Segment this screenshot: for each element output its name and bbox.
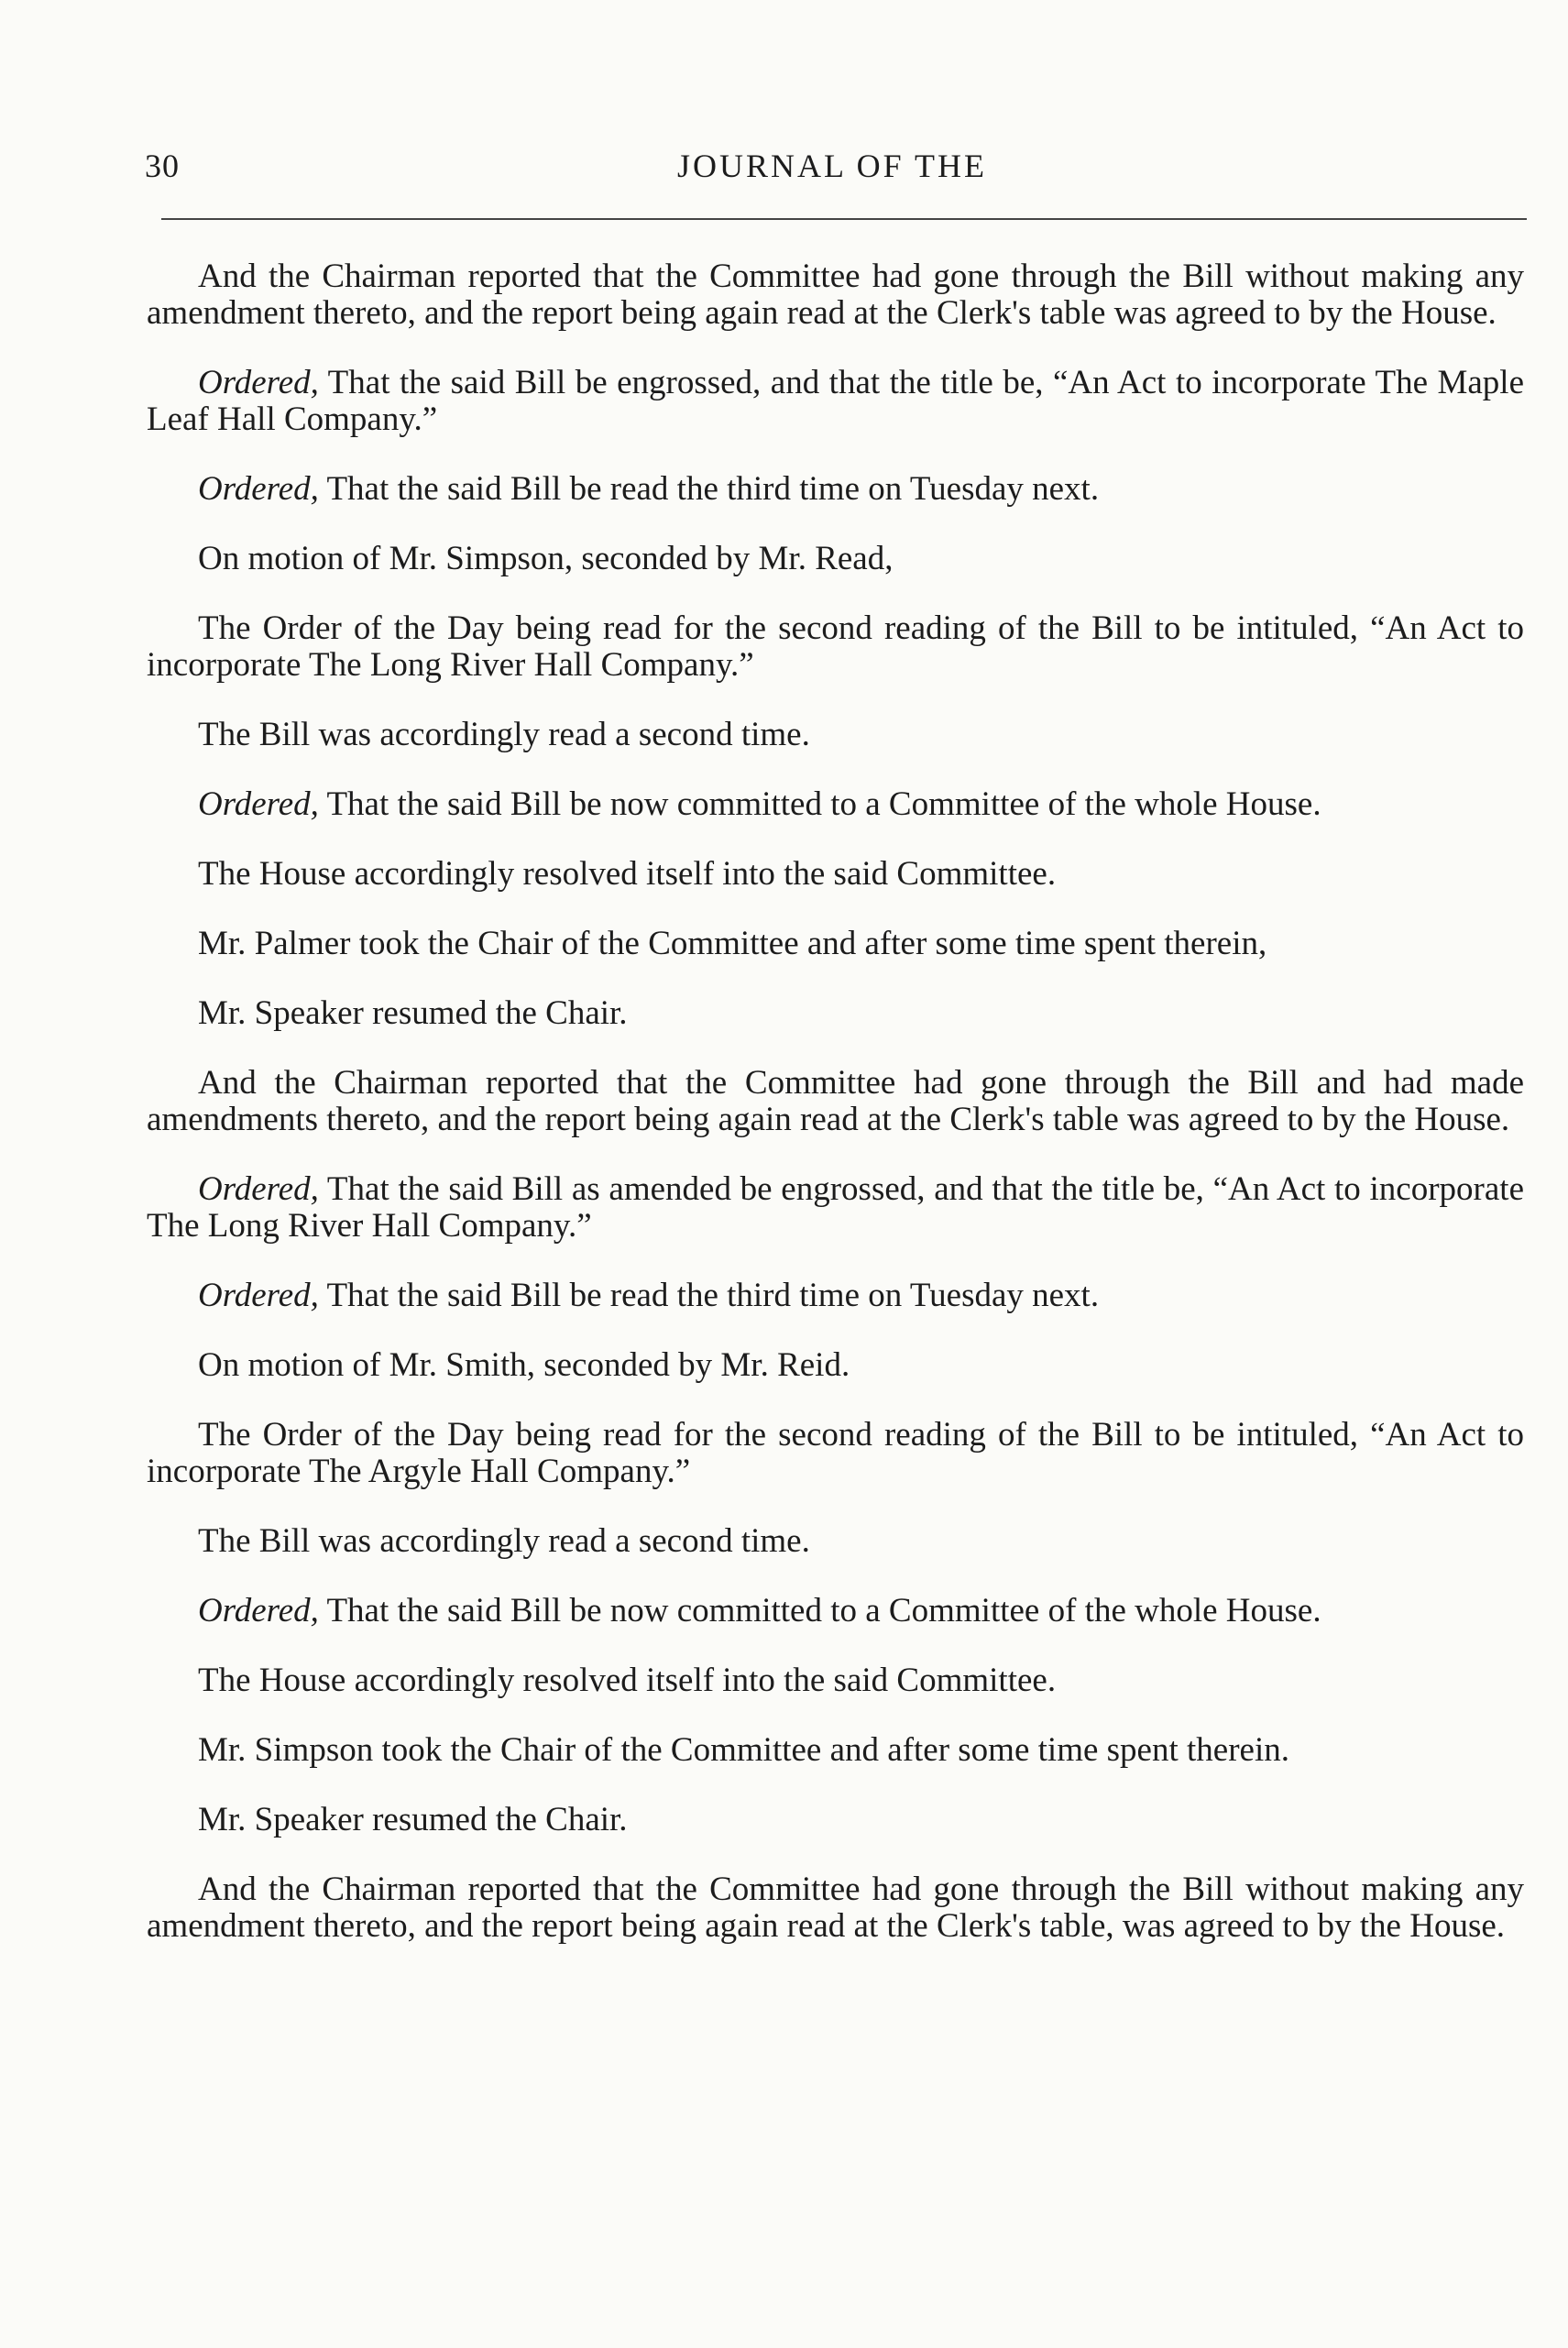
paragraph [147, 1593, 1524, 1629]
paragraph-lead: Ordered, [198, 785, 319, 823]
paragraph-text: The House accordingly resolved itself into the said Committee. [198, 855, 1057, 893]
paragraph-lead: Ordered, [198, 1170, 319, 1208]
paragraph [147, 1523, 1524, 1560]
page-number: 30 [145, 148, 180, 184]
paragraph-text: That the said Bill be now committed to a Committee of the whole House. [318, 1592, 1321, 1629]
body-text [147, 258, 1524, 1978]
paragraph [147, 541, 1524, 577]
paragraph-text: Mr. Speaker resumed the Chair. [198, 1801, 628, 1838]
paragraph-text: On motion of Mr. Simpson, seconded by Mr. Read, [198, 540, 894, 577]
paragraph-text: That the said Bill be read the third time on Tuesday next. [318, 1277, 1100, 1314]
paragraph-lead: Ordered, [198, 470, 319, 508]
paragraph [147, 786, 1524, 823]
paragraph [147, 1417, 1524, 1490]
paragraph-text: The Order of the Day being read for the second reading of the Bill to be intituled, “An Act to incorporate The Argyle Hall Company.” [147, 1416, 1524, 1490]
paragraph [147, 365, 1524, 438]
paragraph-text: And the Chairman reported that the Committee had gone through the Bill without making any amendment thereto, and the report being again read at the Clerk's table, was agreed to by the House. [147, 1871, 1524, 1945]
paragraph-text: The Bill was accordingly read a second time. [198, 1522, 810, 1560]
paragraph-text: That the said Bill as amended be engrossed, and that the title be, “An Act to incorporate The Long River Hall Company.” [147, 1170, 1524, 1245]
paragraph-text: That the said Bill be now committed to a Committee of the whole House. [318, 785, 1321, 823]
paragraph-text: Mr. Speaker resumed the Chair. [198, 994, 628, 1032]
paragraph-text: Mr. Palmer took the Chair of the Committee and after some time spent therein, [198, 925, 1267, 962]
paragraph-lead: Ordered, [198, 1592, 319, 1629]
paragraph [147, 1065, 1524, 1138]
paragraph [147, 995, 1524, 1032]
paragraph [147, 471, 1524, 508]
paragraph-text: That the said Bill be engrossed, and that the title be, “An Act to incorporate The Maple Leaf Hall Company.” [147, 364, 1524, 438]
paragraph-text: And the Chairman reported that the Committee had gone through the Bill and had made amendments thereto, and the report being again read at the Clerk's table was agreed to by the House. [147, 1064, 1524, 1138]
paragraph [147, 717, 1524, 753]
paragraph [147, 926, 1524, 962]
paragraph [147, 1347, 1524, 1384]
paragraph-text: On motion of Mr. Smith, seconded by Mr. Reid. [198, 1346, 850, 1384]
paragraph-lead: Ordered, [198, 1277, 319, 1314]
paragraph [147, 258, 1524, 332]
page-header [145, 147, 1519, 202]
paragraph [147, 856, 1524, 893]
running-head: JOURNAL OF THE [676, 148, 987, 184]
paragraph-text: Mr. Simpson took the Chair of the Committee and after some time spent therein. [198, 1731, 1289, 1769]
paragraph [147, 1802, 1524, 1838]
paragraph [147, 610, 1524, 684]
paragraph [147, 1662, 1524, 1699]
paragraph-text: The House accordingly resolved itself into the said Committee. [198, 1662, 1057, 1699]
paragraph-text: The Order of the Day being read for the second reading of the Bill to be intituled, “An Act to incorporate The Long River Hall Company.” [147, 609, 1524, 684]
paragraph [147, 1278, 1524, 1314]
paragraph [147, 1171, 1524, 1245]
paragraph-text: The Bill was accordingly read a second time. [198, 716, 810, 753]
paragraph-text: That the said Bill be read the third time on Tuesday next. [318, 470, 1100, 508]
paragraph [147, 1871, 1524, 1945]
header-rule [161, 218, 1527, 220]
paragraph [147, 1732, 1524, 1769]
paragraph-text: And the Chairman reported that the Committee had gone through the Bill without making any amendment thereto, and the report being again read at the Clerk's table was agreed to by the House. [147, 258, 1524, 332]
paragraph-lead: Ordered, [198, 364, 319, 401]
